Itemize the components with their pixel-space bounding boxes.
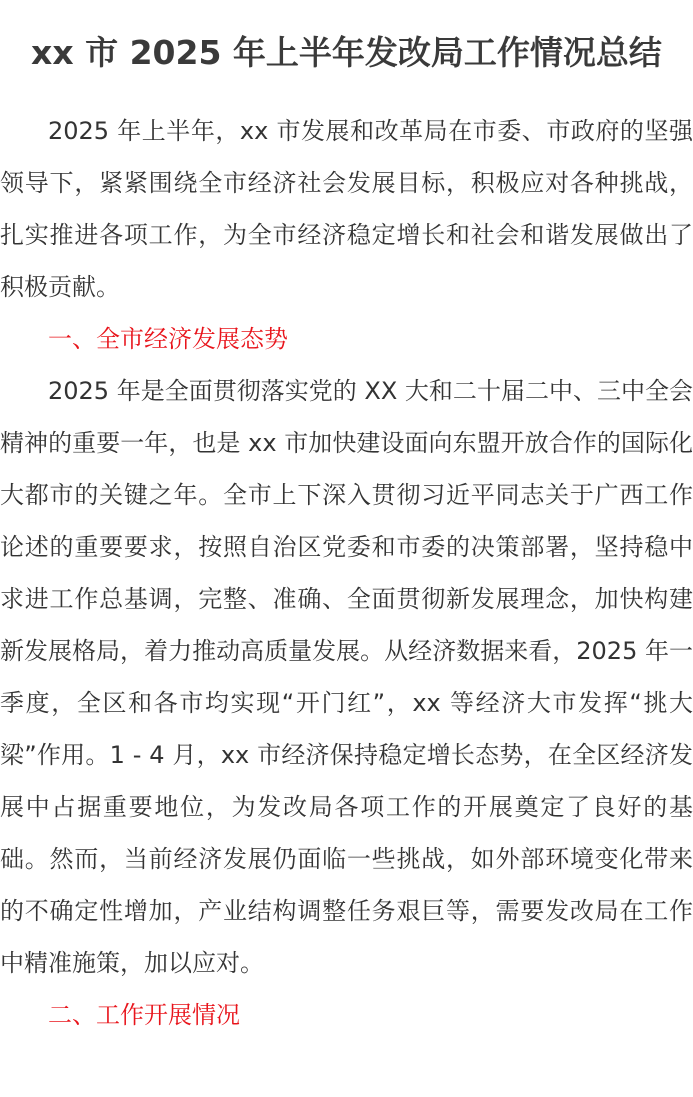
paragraph-intro: 2025 年上半年，xx 市发展和改革局在市委、市政府的坚强领导下，紧紧围绕全市经济社会发展目标，积极应对各种挑战，扎实推进各项工作，为全市经济稳定增长和社会和谐发展做出了积极贡献。	[0, 117, 693, 301]
section-heading-work: 二、工作开展情况	[48, 1001, 240, 1029]
paragraph-economy: 2025 年是全面贯彻落实党的 XX 大和二十届二中、三中全会精神的重要一年，也是 xx 市加快建设面向东盟开放合作的国际化大都市的关键之年。全市上下深入贯彻习近平同志关于广西工作论述的重要要求，按照自治区党委和市委的决策部署，坚持稳中求进工作总基调，完整、准确、全面贯彻新发展理念，加快构建新发展格局，着力推动高质量发展。从经济数据来看，2025 年一季度，全区和各市均实现“开门红”，xx 等经济大市发挥“挑大梁”作用。1 - 4 月，xx 市经济保持稳定增长态势，在全区经济发展中占据重要地位，为发改局各项工作的开展奠定了良好的基础。然而，当前经济发展仍面临一些挑战，如外部环境变化带来的不确定性增加，产业结构调整任务艰巨等，需要发改局在工作中精准施策，加以应对。	[0, 377, 693, 977]
document-title: xx 市 2025 年上半年发改局工作情况总结	[31, 33, 662, 72]
section-heading-economy: 一、全市经济发展态势	[48, 325, 288, 353]
document-body	[0, 105, 693, 1041]
